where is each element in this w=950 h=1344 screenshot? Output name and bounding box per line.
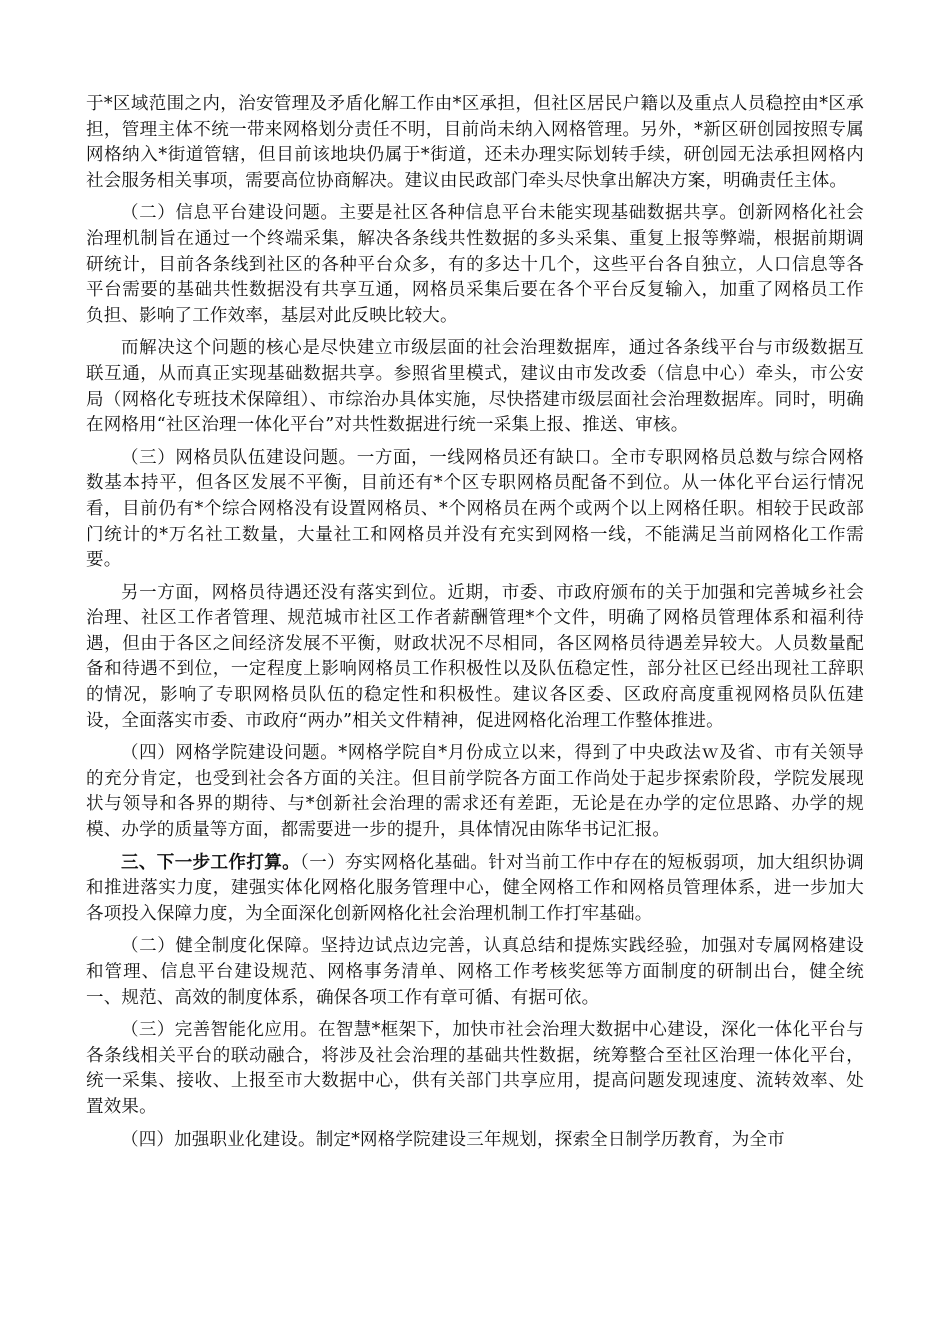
- paragraph: （二）健全制度化保障。坚持边试点边完善，认真总结和提炼实践经验，加强对专属网格建设和管理、信息平台建设规范、网格事务清单、网格工作考核奖惩等方面制度的研制出台，健全统一、规范、高效的制度体系，确保各项工作有章可循、有据可依。: [86, 936, 864, 1008]
- paragraph: 于*区域范围之内，治安管理及矛盾化解工作由*区承担，但社区居民户籍以及重点人员稳控由*区承担，管理主体不统一带来网格划分责任不明，目前尚未纳入网格管理。另外，*新区研创园按照专属网格纳入*街道管辖，但目前该地块仍属于*街道，还未办理实际划转手续，研创园无法承担网格内社会服务相关事项，需要高位协商解决。建议由民政部门牵头尽快拿出解决方案，明确责任主体。: [86, 94, 864, 191]
- paragraph: [86, 851, 864, 928]
- paragraph: （三）网格员队伍建设问题。一方面，一线网格员还有缺口。全市专职网格员总数与综合网格数基本持平，但各区发展不平衡，目前还有*个区专职网格员配备不到位。从一体化平台运行情况看，目前仍有*个综合网格没有设置网格员、*个网格员在两个或两个以上网格任职。相较于民政部门统计的*万名社工数量，大量社工和网格员并没有充实到网格一线，不能满足当前网格化工作需要。: [86, 447, 864, 571]
- paragraph-text: （一）夯实网格化基础。针对当前工作中存在的短板弱项，加大组织协调和推进落实力度，建强实体化网格化服务管理中心，健全网格工作和网格员管理体系，进一步加大各项投入保障力度，为全面深化创新网格化社会治理机制工作打牢基础。: [86, 852, 865, 924]
- paragraph: （三）完善智能化应用。在智慧*框架下，加快市社会治理大数据中心建设，深化一体化平台与各条线相关平台的联动融合，将涉及社会治理的基础共性数据，统筹整合至社区治理一体化平台，统一采集、接收、上报至市大数据中心，供有关部门共享应用，提高问题发现速度、流转效率、处置效果。: [86, 1020, 864, 1117]
- paragraph: （四）网格学院建设问题。*网格学院自*月份成立以来，得到了中央政法ｗ及省、市有关领导的充分肯定，也受到社会各方面的关注。但目前学院各方面工作尚处于起步探索阶段，学院发展现状与领导和各界的期待、与*创新社会治理的需求还有差距，无论是在办学的定位思路、办学的规模、办学的质量等方面，都需要进一步的提升，具体情况由陈华书记汇报。: [86, 743, 864, 841]
- paragraph: 而解决这个问题的核心是尽快建立市级层面的社会治理数据库，通过各条线平台与市级数据互联互通，从而真正实现基础数据共享。参照省里模式，建议由市发改委（信息中心）牵头，市公安局（网格化专班技术保障组）、市综治办具体实施，尽快搭建市级层面社会治理数据库。同时，明确在网格用“社区治理一体化平台”对共性数据进行统一采集上报、推送、审核。: [86, 338, 864, 436]
- paragraph: 另一方面，网格员待遇还没有落实到位。近期，市委、市政府颁布的关于加强和完善城乡社会治理、社区工作者管理、规范城市社区工作者薪酬管理*个文件，明确了网格员管理体系和福利待遇，但由于各区之间经济发展不平衡，财政状况不尽相同，各区网格员待遇差异较大。人员数量配备和待遇不到位，一定程度上影响网格员工作积极性以及队伍稳定性，部分社区已经出现社工辞职的情况，影响了专职网格员队伍的稳定性和积极性。建议各区委、区政府高度重视网格员队伍建设，全面落实市委、市政府“两办”相关文件精神，促进网格化治理工作整体推进。: [86, 582, 864, 731]
- paragraph: （四）加强职业化建设。制定*网格学院建设三年规划，探索全日制学历教育，为全市: [121, 1129, 785, 1150]
- document-body: [86, 92, 864, 1160]
- section-heading: 三、下一步工作打算。: [121, 852, 301, 873]
- paragraph: （二）信息平台建设问题。主要是社区各种信息平台未能实现基础数据共享。创新网格化社会治理机制旨在通过一个终端采集，解决各条线共性数据的多头采集、重复上报等弊端，根据前期调研统计，目前各条线到社区的各种平台众多，有的多达十几个，这些平台各自独立，人口信息等各平台需要的基础共性数据没有共享互通，网格员采集后要在各个平台反复输入，加重了网格员工作负担、影响了工作效率，基层对此反映比较大。: [86, 203, 864, 326]
